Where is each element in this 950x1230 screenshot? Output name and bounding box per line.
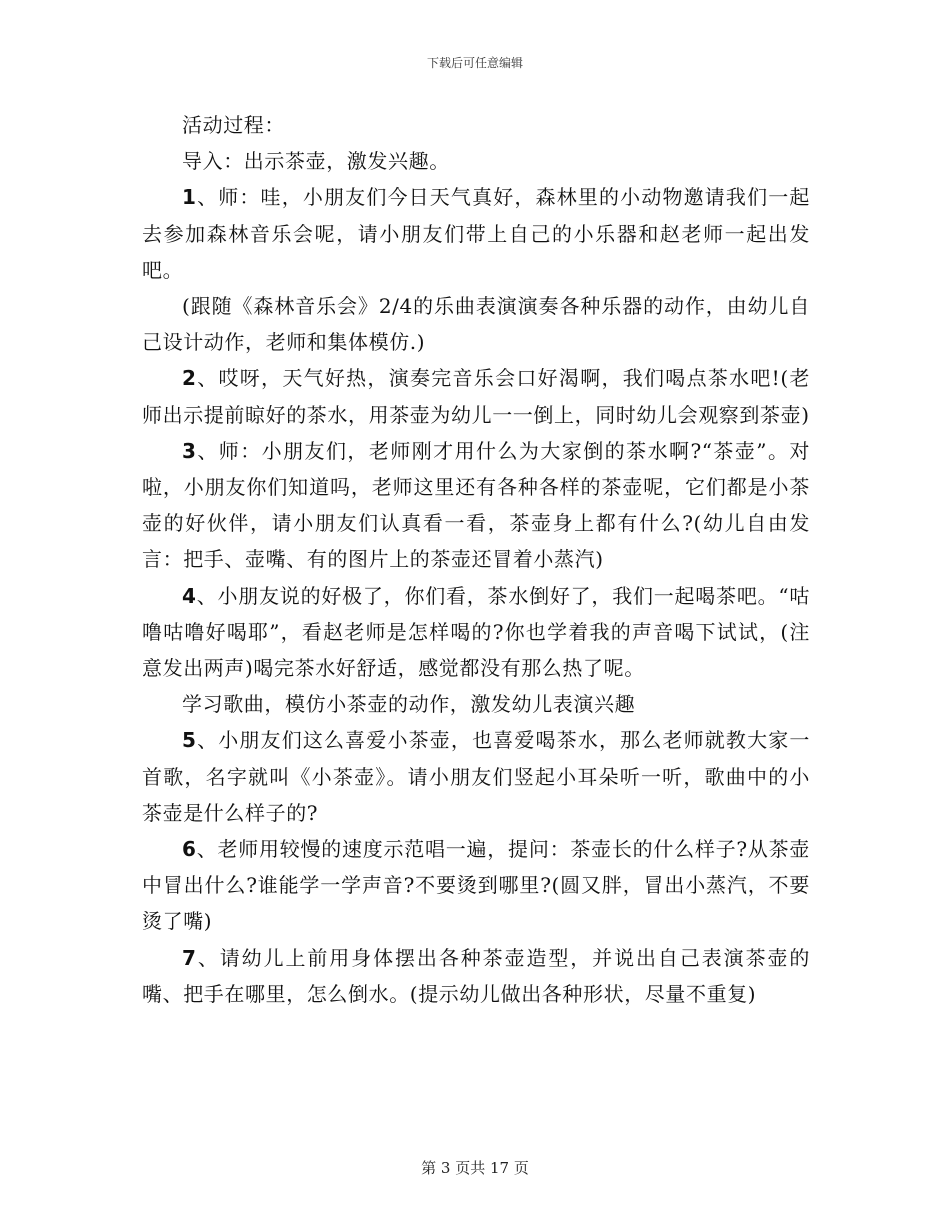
step-number: 3 — [182, 438, 197, 463]
step-number: 2 — [182, 366, 197, 391]
step-number: 5 — [182, 728, 197, 753]
paragraph: 1、师：哇，小朋友们今日天气真好，森林里的小动物邀请我们一起去参加森林音乐会呢，请小朋友们带上自己的小乐器和赵老师一起出发吧。 — [142, 185, 810, 282]
paragraph: 7、请幼儿上前用身体摆出各种茶壶造型，并说出自己表演茶壶的嘴、把手在哪里，怎么倒水。(提示幼儿做出各种形状，尽量不重复) — [142, 945, 810, 1006]
paragraph: (跟随《森林音乐会》2/4的乐曲表演演奏各种乐器的动作，由幼儿自己设计动作，老师和集体模仿.) — [142, 294, 810, 355]
paragraph: 4、小朋友说的好极了，你们看，茶水倒好了，我们一起喝茶吧。“咕噜咕噜好喝耶”，看赵老师是怎样喝的?你也学着我的声音喝下试试，(注意发出两声)喝完茶水好舒适，感觉都没有那么热了呢。 — [142, 583, 810, 681]
page-footer: 第 3 页共 17 页 — [421, 1159, 529, 1177]
paragraph: 5、小朋友们这么喜爱小茶壶，也喜爱喝茶水，那么老师就教大家一首歌，名字就叫《小茶壶》。请小朋友们竖起小耳朵听一听，歌曲中的小茶壶是什么样子的? — [142, 728, 810, 825]
step-number: 4 — [182, 583, 197, 608]
page-header: 下载后可任意编辑 — [426, 56, 523, 70]
step-number: 7 — [182, 945, 197, 970]
step-number: 1 — [182, 185, 197, 210]
paragraph: 3、师：小朋友们，老师刚才用什么为大家倒的茶水啊?“茶壶”。对啦，小朋友你们知道吗，老师这里还有各种各样的茶壶呢，它们都是小茶壶的好伙伴，请小朋友们认真看一看，茶壶身上都有什么?(幼儿自由发言：把手、壶嘴、有的图片上的茶壶还冒着小蒸汽) — [142, 438, 810, 572]
step-number: 6 — [182, 837, 197, 862]
paragraph: 6、老师用较慢的速度示范唱一遍，提问：茶壶长的什么样子?从茶壶中冒出什么?谁能学一学声音?不要烫到哪里?(圆又胖，冒出小蒸汽，不要烫了嘴) — [142, 837, 810, 934]
paragraph: 学习歌曲，模仿小茶壶的动作，激发幼儿表演兴趣 — [182, 692, 636, 717]
paragraph: 导入：出示茶壶，激发兴趣。 — [182, 149, 450, 174]
paragraph: 活动过程： — [182, 113, 285, 137]
paragraph: 2、哎呀，天气好热，演奏完音乐会口好渴啊，我们喝点茶水吧!(老师出示提前晾好的茶水，用茶壶为幼儿一一倒上，同时幼儿会观察到茶壶) — [142, 366, 810, 427]
document-body — [142, 107, 810, 1012]
